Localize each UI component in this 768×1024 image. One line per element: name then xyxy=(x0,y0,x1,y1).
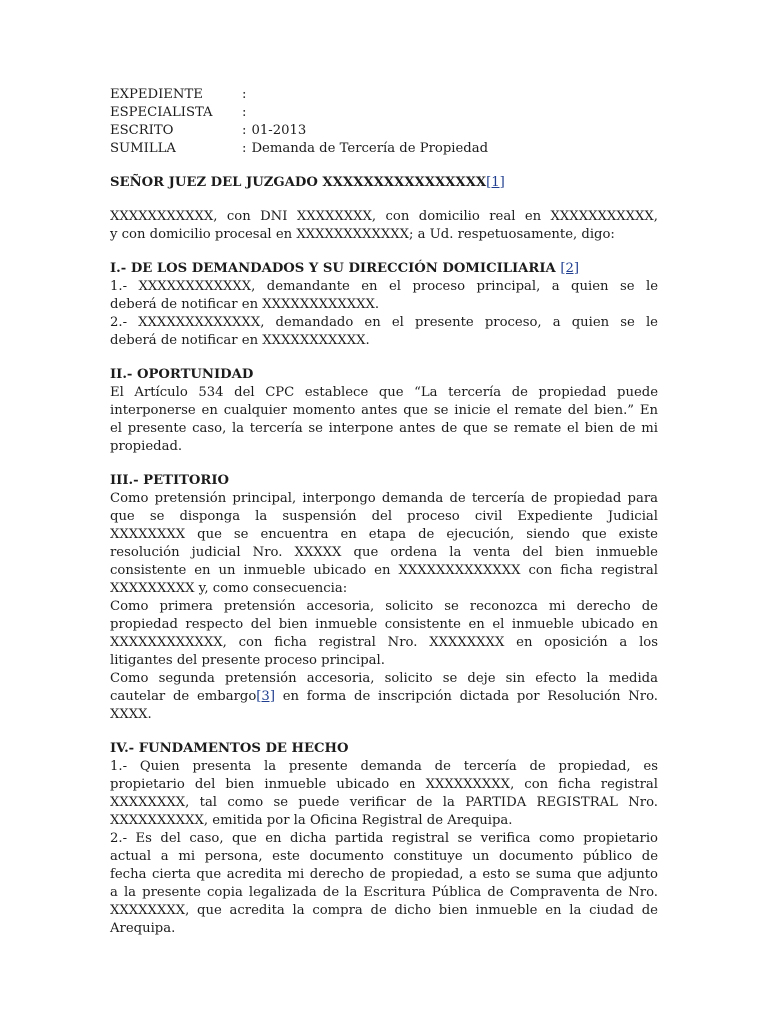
text-line: interponerse en cualquier momento antes que se inicie el remate del bien.” En xyxy=(110,403,658,418)
paragraph xyxy=(110,598,658,670)
text-line: Como primera pretensión accesoria, solicito se reconozca mi derecho de xyxy=(110,599,658,614)
paragraph xyxy=(110,670,658,724)
header-separator: : xyxy=(242,105,247,120)
text-line: el presente caso, la tercería se interpone antes de que se remate el bien de mi xyxy=(110,421,658,436)
section-oportunidad xyxy=(110,366,658,456)
paragraph xyxy=(110,830,658,938)
header-label: ESCRITO xyxy=(110,123,174,138)
text-line: 1.- Quien presenta la presente demanda de tercería de propiedad, es xyxy=(110,759,658,774)
header-separator: : xyxy=(242,87,247,102)
paragraph xyxy=(110,384,658,456)
paragraph xyxy=(110,278,658,314)
text-line: XXXXXXXX que se encuentra en etapa de ejecución, siendo que existe xyxy=(110,527,658,542)
text-line: propietario del bien inmueble ubicado en XXXXXXXXX, con ficha registral xyxy=(110,777,658,792)
text-line: XXXX. xyxy=(110,707,152,722)
text-line: y con domicilio procesal en XXXXXXXXXXXX; a Ud. respetuosamente, digo: xyxy=(110,227,615,242)
text-line: XXXXXXXXXXXX, con ficha registral Nro. XXXXXXXX en oposición a los xyxy=(110,635,658,650)
text-line: a la presente copia legalizada de la Escritura Pública de Compraventa de Nro. xyxy=(110,885,658,900)
section-heading: IV.- FUNDAMENTOS DE HECHO xyxy=(110,741,349,756)
header-row-especialista xyxy=(110,104,658,122)
text-line: 2.- Es del caso, que en dicha partida registral se verifica como propietario xyxy=(110,831,658,846)
header-label: SUMILLA xyxy=(110,141,176,156)
text-line: fecha cierta que acredita mi derecho de propiedad, a esto se suma que adjunto xyxy=(110,867,658,882)
header-separator: : xyxy=(242,141,247,156)
text-segment: en forma de inscripción dictada por Resolución Nro. xyxy=(274,689,658,704)
footnote-ref-2[interactable]: [2] xyxy=(560,261,580,276)
header-row-sumilla xyxy=(110,140,658,158)
text-line: Como segunda pretensión accesoria, solicito se deje sin efecto la medida xyxy=(110,671,658,686)
footnote-ref-3[interactable]: [3] xyxy=(256,689,275,704)
text-line: El Artículo 534 del CPC establece que “La tercería de propiedad puede xyxy=(110,385,658,400)
addressee-text: SEÑOR JUEZ DEL JUZGADO XXXXXXXXXXXXXXXX xyxy=(110,175,487,190)
text-segment: cautelar de embargo xyxy=(110,689,257,704)
section-heading xyxy=(110,260,658,278)
header-row-expediente xyxy=(110,86,658,104)
text-line: XXXXXXXXX y, como consecuencia: xyxy=(110,581,348,596)
section-demandados xyxy=(110,260,658,350)
text-line: XXXXXXXX, tal como se puede verificar de la PARTIDA REGISTRAL Nro. xyxy=(110,795,658,810)
text-line: Arequipa. xyxy=(110,921,176,936)
text-line: que se disponga la suspensión del proceso civil Expediente Judicial xyxy=(110,509,658,524)
text-line: 1.- XXXXXXXXXXXX, demandante en el proceso principal, a quien se le xyxy=(110,279,658,294)
text-line: XXXXXXXXXX, emitida por la Oficina Registral de Arequipa. xyxy=(110,813,513,828)
header-row-escrito xyxy=(110,122,658,140)
paragraph xyxy=(110,314,658,350)
document-body xyxy=(110,86,658,938)
header-separator: : xyxy=(242,123,247,138)
paragraph xyxy=(110,490,658,598)
header-value: 01-2013 xyxy=(251,123,307,138)
text-line: propiedad respecto del bien inmueble consistente en el inmueble ubicado en xyxy=(110,617,658,632)
text-line: actual a mi persona, este documento constituye un documento público de xyxy=(110,849,658,864)
section-heading-text: I.- DE LOS DEMANDADOS Y SU DIRECCIÓN DOMICILIARIA xyxy=(110,261,556,276)
header-label: EXPEDIENTE xyxy=(110,87,203,102)
header-value: Demanda de Tercería de Propiedad xyxy=(251,141,489,156)
text-line: propiedad. xyxy=(110,439,183,454)
footnote-ref-1[interactable]: [1] xyxy=(486,175,505,190)
text-line: Como pretensión principal, interpongo demanda de tercería de propiedad para xyxy=(110,491,658,506)
section-fundamentos xyxy=(110,740,658,938)
text-line: deberá de notificar en XXXXXXXXXXXX. xyxy=(110,297,380,312)
text-line: deberá de notificar en XXXXXXXXXXX. xyxy=(110,333,370,348)
section-heading: II.- OPORTUNIDAD xyxy=(110,367,254,382)
addressee-line xyxy=(110,174,658,192)
section-heading: III.- PETITORIO xyxy=(110,473,230,488)
text-line: XXXXXXXXXXX, con DNI XXXXXXXX, con domicilio real en XXXXXXXXXXX, xyxy=(110,209,658,224)
text-line: 2.- XXXXXXXXXXXXX, demandado en el presente proceso, a quien se le xyxy=(110,315,658,330)
text-line xyxy=(110,688,658,706)
section-petitorio xyxy=(110,472,658,724)
text-line: resolución judicial Nro. XXXXX que ordena la venta del bien inmueble xyxy=(110,545,658,560)
text-line: XXXXXXXX, que acredita la compra de dicho bien inmueble en la ciudad de xyxy=(110,903,658,918)
header-label: ESPECIALISTA xyxy=(110,105,213,120)
text-line: litigantes del presente proceso principal. xyxy=(110,653,385,668)
intro-paragraph xyxy=(110,208,658,244)
text-line: consistente en un inmueble ubicado en XXXXXXXXXXXXX con ficha registral xyxy=(110,563,658,578)
case-header xyxy=(110,86,658,158)
paragraph xyxy=(110,758,658,830)
